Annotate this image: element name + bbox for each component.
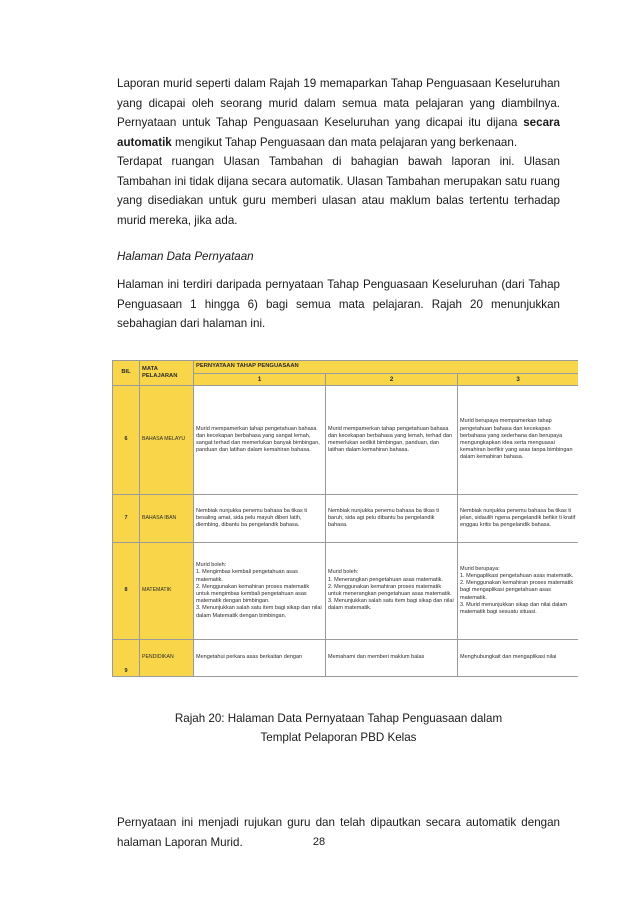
cell-level-1: Nembiak nunjukka penemu bahasa ba tikas ti besaling amat, sida pelu mayuh diberi latih, diembing, dibantu ba pengelandik bahasa. (194, 495, 326, 543)
cell-level-3: Menghubungkait dan mengaplikasi nilai (458, 640, 579, 677)
cell-level-3 (458, 543, 579, 640)
cell-subject: BAHASA MELAYU (140, 386, 194, 495)
cell-level-1 (194, 543, 326, 640)
cell-line: 3. Murid menunjukkan sikap dan nilai dalam matematik bagi sesuatu situasi. (460, 601, 568, 615)
header-bil: BIL (113, 361, 140, 386)
cell-level-1: Mengetahui perkara asas berkaitan dengan (194, 640, 326, 677)
cell-line: 3. Menunjukkan salah satu item bagi sikap dan nilai dalam Matematik dengan bimbingan. (196, 605, 322, 619)
bold-text-secara-automatik: secara automatik (117, 116, 560, 149)
table-header-row (113, 361, 579, 374)
header-level-1: 1 (194, 374, 326, 386)
cell-line: 1. Mengaplikasi pengetahuan asas matematik. (460, 572, 574, 579)
section-heading: Halaman Data Pernyataan (117, 250, 254, 263)
cell-line: 2. Menggunakan kemahiran proses matematik untuk menerangkan pengetahuan asas matematik. (328, 583, 452, 597)
cell-bil: 8 (113, 543, 140, 640)
paragraph-text: mengikut Tahap Penguasaan dan mata pelajaran yang berkenaan. (171, 135, 518, 149)
figure-caption-line-2: Templat Pelaporan PBD Kelas (260, 731, 417, 744)
cell-subject: MATEMATIK (140, 543, 194, 640)
table-row (113, 543, 579, 640)
cell-bil: 7 (113, 495, 140, 543)
paragraph-ulasan-tambahan: Terdapat ruangan Ulasan Tambahan di bahagian bawah laporan ini. Ulasan Tambahan ini tidak dijana secara automatik. Ulasan Tambahan merupakan satu ruang yang disediakan untuk guru memberi ulasan atau maklum balas tertentu terhadap murid mereka, jika ada. (117, 155, 560, 227)
cell-line: Murid boleh: (328, 569, 359, 576)
paragraph-text: Laporan murid seperti dalam Rajah 19 memaparkan Tahap Penguasaan Keseluruhan yang dicapai oleh seorang murid dalam semua mata pelajaran yang diambilnya. Pernyataan untuk Tahap Penguasaan Keseluruhan yang dicapai itu dijana (117, 77, 560, 129)
figure-statement-table (112, 360, 578, 678)
paragraph-laporan-murid (117, 74, 560, 152)
cell-line: 2. Menggunakan kemahiran proses matematik bagi mengaplikasi pengetahuan asas matematik. (460, 580, 574, 601)
cell-line: Murid boleh: (196, 562, 227, 569)
header-subject: MATA PELAJARAN (140, 361, 194, 386)
header-statement: PERNYATAAN TAHAP PENGUASAAN (194, 361, 579, 374)
cell-line: 3. Menunjukkan salah satu item bagi sikap dan nilai dalam matematik. (328, 598, 454, 612)
table-row (113, 386, 579, 495)
paragraph-rujukan-guru: Pernyataan ini menjadi rujukan guru dan telah dipautkan secara automatik dengan halaman Laporan Murid. (117, 816, 560, 849)
cell-level-3: Murid berupaya mempamerkan tahap pengetahuan bahasa dan kecekapan berbahasa yang sederhana dan berupaya mengungkapkan idea serta menguasai kemahiran berfikir yang asas tanpa bimbingan dalam kemahiran bahasa. (458, 386, 579, 495)
statement-table (112, 360, 578, 677)
cell-level-1: Murid mempamerkan tahap pengetahuan bahasa dan kecekapan berbahasa yang sangat lemah, sangat terhad dan memerlukan banyak bimbingan, panduan dan latihan dalam kemahiran bahasa. (194, 386, 326, 495)
cell-level-3: Nembiak nunjukka penemu bahasa ba tikas ti jelan, sidaulih ngena pengelandik befikir ti kratif enggau kritis ba pengelandik bahasa. (458, 495, 579, 543)
cell-level-2 (326, 543, 458, 640)
cell-line: Murid berupaya: (460, 565, 500, 572)
cell-subject: BAHASA IBAN (140, 495, 194, 543)
cell-line: 2. Menggunakan kemahiran proses matematik untuk mengimbas kembali pengetahuan asas matematik dengan bimbingan. (196, 583, 310, 605)
header-level-2: 2 (326, 374, 458, 386)
figure-caption-line-1: Rajah 20: Halaman Data Pernyataan Tahap Penguasaan dalam (174, 712, 503, 725)
page-number: 28 (312, 836, 326, 848)
cell-level-2: Nembiak nunjukka penemu bahasa ba tikas ti baruh, sida agi pelu dibantu ba pengelandik bahasa. (326, 495, 458, 543)
cell-line: 1. Menerangkan pengetahuan asas matematik. (328, 576, 443, 583)
cell-line: 1. Mengimbas kembali pengetahuan asas matematik. (196, 569, 298, 583)
header-level-3: 3 (458, 374, 579, 386)
cell-level-2: Memahami dan memberi maklum balas (326, 640, 458, 677)
cell-level-2: Murid mempamerkan tahap pengetahuan bahasa dan kecekapan berbahasa yang lemah, terhad dan memerlukan sedikit bimbingan, panduan, dan latihan dalam kemahiran bahasa. (326, 386, 458, 495)
cell-bil: 6 (113, 386, 140, 495)
table-row (113, 495, 579, 543)
cell-bil: 9 (113, 640, 140, 677)
paragraph-halaman-data: Halaman ini terdiri daripada pernyataan Tahap Penguasaan Keseluruhan (dari Tahap Penguasaan 1 hingga 6) bagi semua mata pelajaran. Rajah 20 menunjukkan sebahagian dari halaman ini. (117, 278, 560, 330)
cell-subject: PENDIDIKAN (140, 640, 194, 677)
table-row (113, 640, 579, 677)
